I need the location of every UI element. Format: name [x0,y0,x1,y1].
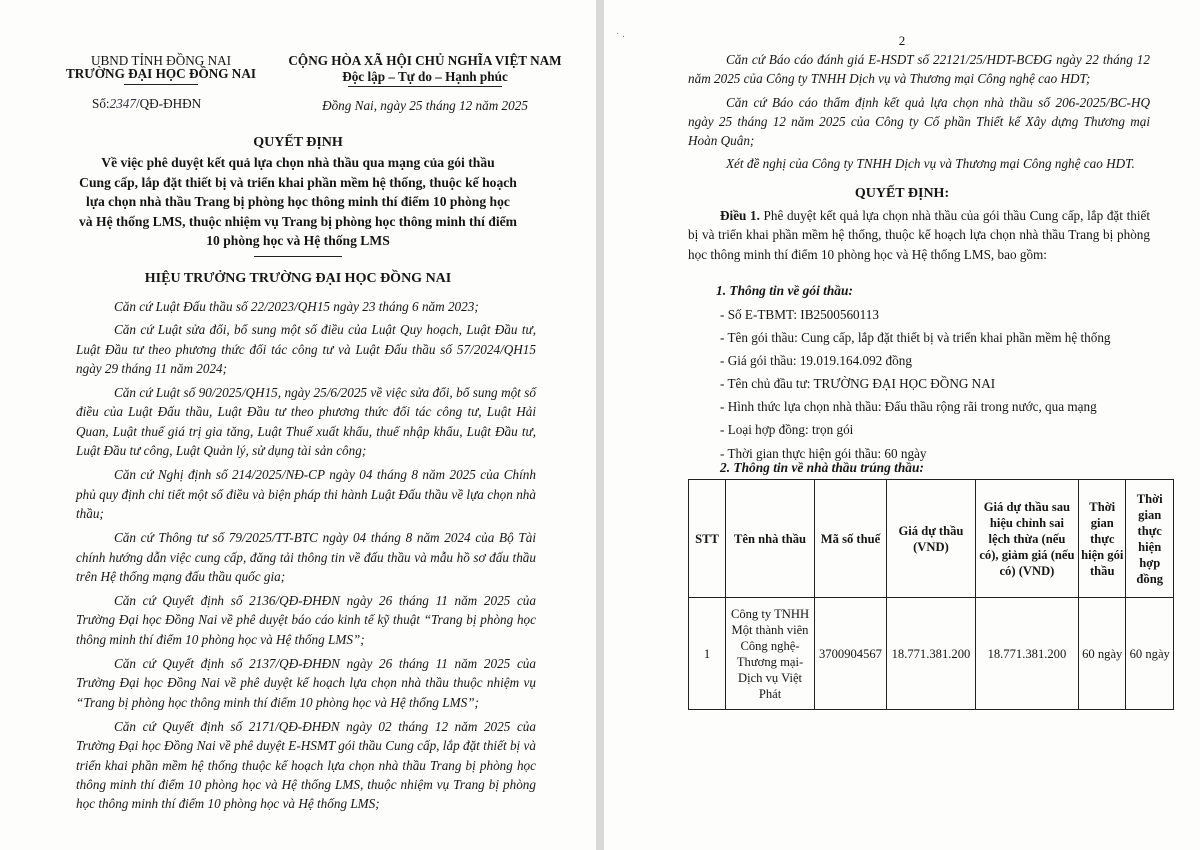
decision-title: QUYẾT ĐỊNH [253,135,343,150]
section-2-heading: 2. Thông tin về nhà thầu trúng thầu: [720,460,924,475]
legal-basis-paragraph: Căn cứ Luật số 90/2025/QH15, ngày 25/6/2025 về việc sửa đổi, bổ sung một số điều của Luật Đấu thầu, Luật Đầu tư theo phương thức đối tác công tư, Luật Hải Quan, Luật thuế giá trị gia tăng, Luật Thuế xuất khẩu, thuế nhập khẩu, Luật Đầu tư, Luật Đầu tư công, Luật Quản lý, sử dụng tài sản công; [76,385,536,459]
scan-speck: ˙ · [616,32,626,43]
table-cell: 3700904567 [814,598,886,710]
legal-basis-list [76,297,536,813]
agency-top: UBND TỈNH ĐỒNG NAI [90,53,232,68]
motto-underline [348,86,502,87]
article-label: Điều 1. [720,208,760,223]
table-header-cell: Mã số thuế [814,480,886,598]
table-cell: Công ty TNHH Một thành viên Công nghệ-Thương mại-Dịch vụ Việt Phát [726,598,815,710]
legal-basis-paragraph: Căn cứ Quyết định số 2171/QĐ-ĐHĐN ngày 02 tháng 12 năm 2025 của Trường Đại học Đồng Nai về phê duyệt E-HSMT gói thầu Cung cấp, lắp đặt thiết bị và triển khai phần mềm hệ thống thuộc kế hoạch lựa chọn nhà thầu Trang bị phòng học thông minh thí điểm 10 phòng học và Hệ thống LMS, thuộc nhiệm vụ Trang bị phòng học thông minh thí điểm 10 phòng học và Hệ thống LMS; [76,718,536,812]
number-suffix: /QĐ-ĐHĐN [135,96,202,111]
legal-basis-paragraph: Căn cứ Báo cáo đánh giá E-HSDT số 22121/25/HDT-BCĐG ngày 22 tháng 12 năm 2025 của Công ty TNHH Dịch vụ và Thương mại Công nghệ cao HDT; [688,52,1150,87]
info-item: - Tên gói thầu: Cung cấp, lắp đặt thiết bị và triển khai phần mềm hệ thống [720,330,1111,346]
article-1 [688,206,1150,264]
subject-underline [254,256,342,257]
legal-basis-paragraph: Căn cứ Báo cáo thẩm định kết quả lựa chọn nhà thầu số 206-2025/BC-HQ ngày 25 tháng 12 năm 2025 của Công ty Cổ phần Thiết kế Xây dựng Thương mại Hoàn Quân; [688,94,1150,149]
table-header-cell: Thời gian thực hiện hợp đồng [1126,480,1174,598]
subject-line: và Hệ thống LMS, thuộc nhiệm vụ Trang bị phòng học thông minh thí điểm [79,213,517,229]
decision-heading: QUYẾT ĐỊNH: [854,186,950,201]
subject-line: Cung cấp, lắp đặt thiết bị và triển khai phần mềm hệ thống, thuộc kế hoạch [79,174,517,190]
table-cell: 18.771.381.200 [887,598,976,710]
info-item: - Tên chủ đầu tư: TRƯỜNG ĐẠI HỌC ĐỒNG NAI [720,376,996,392]
table-header-row [689,480,1174,598]
document-page-2 [604,0,1200,850]
table-cell: 18.771.381.200 [975,598,1078,710]
table-header-cell: Giá dự thầu sau hiệu chỉnh sai lệch thừa (nếu có), giảm giá (nếu có) (VND) [975,480,1078,598]
info-item: - Hình thức lựa chọn nhà thầu: Đấu thầu rộng rãi trong nước, qua mạng [720,399,1097,415]
table-header-cell: Tên nhà thầu [726,480,815,598]
authority-title: HIỆU TRƯỞNG TRƯỜNG ĐẠI HỌC ĐỒNG NAI [144,271,452,286]
place-date: Đồng Nai, ngày 25 tháng 12 năm 2025 [322,98,528,113]
info-item: - Loại hợp đồng: trọn gói [720,422,854,438]
document-page-1 [0,0,596,850]
article-text: Phê duyệt kết quả lựa chọn nhà thầu của gói thầu Cung cấp, lắp đặt thiết bị và triển khai phần mềm hệ thống, thuộc kế hoạch lựa chọn nhà thầu Trang bị phòng học thông minh thí điểm 10 phòng học và Hệ thống LMS, bao gồm: [688,208,1151,262]
info-item: - Giá gói thầu: 19.019.164.092 đồng [720,353,912,369]
package-info-list [720,303,1160,465]
number-prefix: Số: [92,96,110,111]
subject-line: lựa chọn nhà thầu Trang bị phòng học thông minh thí điểm 10 phòng học [86,194,510,209]
subject-line: 10 phòng học và Hệ thống LMS [206,233,390,248]
agency-name: TRƯỜNG ĐẠI HỌC ĐỒNG NAI [65,66,256,81]
legal-basis-paragraph: Xét đề nghị của Công ty TNHH Dịch vụ và Thương mại Công nghệ cao HDT. [726,156,1135,172]
table-cell: 1 [689,598,726,710]
legal-basis-paragraph: Căn cứ Nghị định số 214/2025/NĐ-CP ngày 04 tháng 8 năm 2025 của Chính phủ quy định chi tiết một số điều và biện pháp thi hành Luật Đấu thầu về lựa chọn nhà thầu; [76,467,536,521]
table-cell: 60 ngày [1079,598,1126,710]
legal-basis-paragraph: Căn cứ Luật Đấu thầu số 22/2023/QH15 ngày 23 tháng 6 năm 2023; [114,299,479,314]
agency-underline [124,84,198,85]
subject-line: Về việc phê duyệt kết quả lựa chọn nhà thầu qua mạng của gói thầu [101,155,495,170]
legal-basis-paragraph: Căn cứ Quyết định số 2137/QĐ-ĐHĐN ngày 26 tháng 11 năm 2025 của Trường Đại học Đồng Nai về phê duyệt kế hoạch lựa chọn nhà thầu thuộc nhiệm vụ “Trang bị phòng học thông minh thí điểm 10 phòng học và Hệ thống LMS”; [76,656,536,710]
page-number: 2 [898,33,906,48]
section-1-heading: 1. Thông tin về gói thầu: [716,283,853,298]
motto: Độc lập – Tự do – Hạnh phúc [342,69,508,84]
legal-basis-paragraph: Căn cứ Thông tư số 79/2025/TT-BTC ngày 04 tháng 8 năm 2024 của Bộ Tài chính hướng dẫn việc cung cấp, đăng tải thông tin về đấu thầu và mẫu hồ sơ đấu thầu trên Hệ thống mạng đấu thầu quốc gia; [76,530,536,584]
info-item: - Số E-TBMT: IB2500560113 [720,307,879,322]
legal-basis-list [688,50,1150,174]
document-number [92,94,272,113]
legal-basis-paragraph: Căn cứ Quyết định số 2136/QĐ-ĐHĐN ngày 26 tháng 11 năm 2025 của Trường Đại học Đồng Nai về phê duyệt báo cáo kinh tế kỹ thuật “Trang bị phòng học thông minh thí điểm 10 phòng học và Hệ thống LMS”; [76,593,536,647]
info-item: - Thời gian thực hiện gói thầu: 60 ngày [720,445,927,461]
table-header-cell: STT [689,480,726,598]
winning-bidder-table [688,479,1174,710]
table-row [689,598,1174,710]
table-header-cell: Giá dự thầu (VND) [887,480,976,598]
number-handwritten: 2347 [109,96,136,111]
nation-title: CỘNG HÒA XÃ HỘI CHỦ NGHĨA VIỆT NAM [288,53,562,68]
legal-basis-paragraph: Căn cứ Luật sửa đổi, bổ sung một số điều của Luật Quy hoạch, Luật Đầu tư, Luật Đầu tư theo phương thức đối tác công tư và Luật Đấu thầu số 57/2024/QH15 ngày 29 tháng 11 năm 2024; [76,322,536,376]
table-cell: 60 ngày [1126,598,1174,710]
table-header-cell: Thời gian thực hiện gói thầu [1079,480,1126,598]
decision-subject [30,153,566,251]
